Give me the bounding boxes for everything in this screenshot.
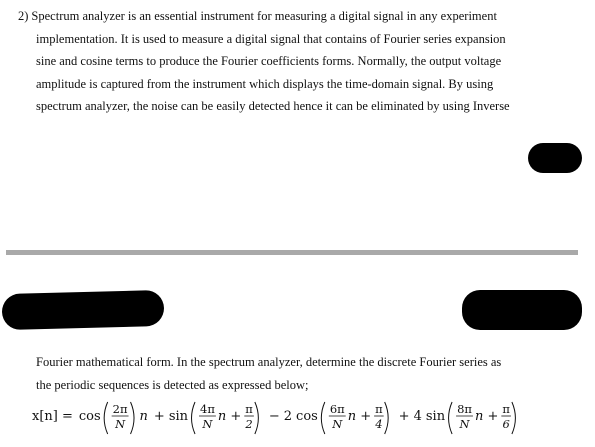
term-3-open-paren [321,402,325,434]
term-1-freq-numerator: 2π [112,402,128,416]
term-4-freq-denominator: N [459,417,470,431]
question-line-2: implementation. It is used to measure a digital signal that contains of Fourier series expansion [36,31,506,46]
term-2-close-paren [255,402,259,434]
term-4-phase-numerator: π [502,402,510,416]
term-2-sign: + [153,409,165,424]
question-line-1: 2) Spectrum analyzer is an essential instrument for measuring a digital signal in any experiment [18,9,497,23]
term-4-coef: 4 [413,409,422,424]
term-4-close-paren [512,402,516,434]
term-1-open-paren [104,402,108,434]
term-4-freq-numerator: 8π [457,402,472,416]
term-3-sign: − [268,409,280,424]
term-1-func: cos [78,409,101,424]
term-3-phase-denominator: 4 [375,417,383,431]
term-4-open-paren [449,402,453,434]
dft-formula [18,396,578,438]
question-continuation [36,351,556,396]
term-2-open-paren [192,402,196,434]
term-2-n: n + [217,409,242,424]
term-2-freq-denominator: N [202,417,213,431]
page-divider [6,250,578,255]
term-3-func: cos [296,409,318,424]
question-paragraph [18,5,554,118]
question-number: 2) [18,9,29,23]
term-1-close-paren [131,402,135,434]
redaction-mark-right [462,290,582,330]
redaction-mark-left [2,290,165,330]
term-2-phase-numerator: π [245,402,253,416]
continuation-line-2: the periodic sequences is detected as expressed below; [36,377,309,392]
continuation-line-1: Fourier mathematical form. In the spectrum analyzer, determine the discrete Fourier series as [36,355,502,369]
redaction-mark-right-top [528,143,582,173]
term-3-freq-numerator: 6π [329,402,345,416]
term-4-n: n + [474,409,499,424]
question-line-3: sine and cosine terms to produce the Fourier coefficients forms. Normally, the output voltage [36,54,502,69]
term-2-func: sin [168,409,189,424]
term-4-sign: + [398,409,410,424]
term-1-n: n [139,409,148,424]
term-2-phase-denominator: 2 [245,417,253,431]
term-3-close-paren [385,402,389,434]
term-3-n: n + [347,409,372,424]
formula-svg [18,396,578,438]
question-line-5: spectrum analyzer, the noise can be easily detected hence it can be eliminated by using Inverse [36,99,510,114]
question-line-4: amplitude is captured from the instrument which displays the time-domain signal. By using [36,76,494,91]
term-1-freq-denominator: N [115,417,126,431]
term-4-func: sin [425,409,446,424]
term-3-coef: 2 [283,409,293,424]
term-3-freq-denominator: N [332,417,343,431]
term-4-phase-denominator: 6 [502,417,510,431]
formula-lhs: x[n] = [32,409,73,424]
term-3-phase-numerator: π [375,402,383,416]
term-2-freq-numerator: 4π [200,402,215,416]
